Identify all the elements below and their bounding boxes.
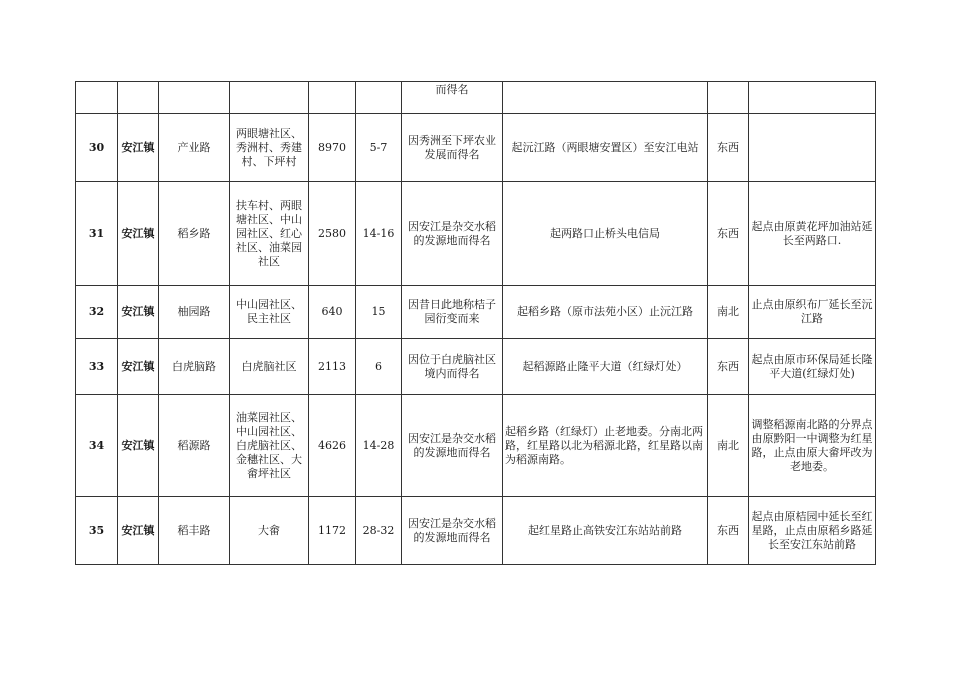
cell-community: 大畲 [230,497,309,565]
cell-community: 油菜园社区、中山园社区、白虎脑社区、金穗社区、大畲坪社区 [230,395,309,497]
cell-width: 15 [356,286,402,339]
cell-length: 640 [309,286,356,339]
cell-community: 两眼塘社区、秀洲村、秀建村、下坪村 [230,114,309,182]
cell-no: 33 [76,339,118,395]
table-row [76,497,876,565]
cell-direction: 东西 [708,114,749,182]
cell-start-end [503,82,708,114]
cell-width [356,82,402,114]
cell-note: 调整稻源南北路的分界点由原黔阳一中调整为红星路，止点由原大畲坪改为老地委。 [749,395,876,497]
cell-origin: 因安江是杂交水稻的发源地而得名 [402,182,503,286]
cell-origin: 而得名 [402,82,503,114]
cell-origin: 因位于白虎脑社区 境内而得名 [402,339,503,395]
cell-road: 稻源路 [159,395,230,497]
cell-start-end: 起沅江路（两眼塘安置区）至安江电站 [503,114,708,182]
cell-note: 起点由原市环保局延长隆平大道(红绿灯处) [749,339,876,395]
cell-road: 柚园路 [159,286,230,339]
cell-no: 31 [76,182,118,286]
cell-community [230,82,309,114]
cell-direction: 东西 [708,497,749,565]
cell-start-end: 起红星路止高铁安江东站站前路 [503,497,708,565]
cell-town: 安江镇 [118,182,159,286]
table-row [76,339,876,395]
cell-width: 5-7 [356,114,402,182]
cell-no: 32 [76,286,118,339]
cell-direction: 南北 [708,286,749,339]
cell-start-end: 起两路口止桥头电信局 [503,182,708,286]
cell-road [159,82,230,114]
cell-no [76,82,118,114]
cell-start-end: 起稻源路止隆平大道（红绿灯处） [503,339,708,395]
cell-note: 起点由原黄花坪加油站延长至两路口. [749,182,876,286]
cell-no: 35 [76,497,118,565]
cell-direction: 南北 [708,395,749,497]
cell-note: 起点由原桔园中延长至红星路，止点由原稻乡路延长至安江东站前路 [749,497,876,565]
cell-origin: 因安江是杂交水稻的发源地而得名 [402,395,503,497]
cell-community: 中山园社区、民主社区 [230,286,309,339]
cell-town: 安江镇 [118,497,159,565]
cell-town: 安江镇 [118,395,159,497]
cell-start-end: 起稻乡路（原市法苑小区）止沅江路 [503,286,708,339]
cell-length: 4626 [309,395,356,497]
cell-length [309,82,356,114]
table-row [76,114,876,182]
table-row-continuation [76,82,876,114]
table-row [76,182,876,286]
cell-direction: 东西 [708,182,749,286]
cell-length: 1172 [309,497,356,565]
cell-origin: 因秀洲至下坪农业发展而得名 [402,114,503,182]
cell-no: 34 [76,395,118,497]
cell-start-end: 起稻乡路（红绿灯）止老地委。分南北两路，红星路以北为稻源北路，红星路以南为稻源南路。 [503,395,708,497]
cell-width: 14-28 [356,395,402,497]
cell-length: 8970 [309,114,356,182]
cell-length: 2113 [309,339,356,395]
table-row [76,395,876,497]
cell-town: 安江镇 [118,114,159,182]
cell-width: 14-16 [356,182,402,286]
table-row [76,286,876,339]
cell-width: 6 [356,339,402,395]
cell-town: 安江镇 [118,286,159,339]
cell-note [749,114,876,182]
cell-no: 30 [76,114,118,182]
cell-road: 稻丰路 [159,497,230,565]
cell-road: 白虎脑路 [159,339,230,395]
cell-town: 安江镇 [118,339,159,395]
cell-direction: 东西 [708,339,749,395]
cell-community: 白虎脑社区 [230,339,309,395]
cell-community: 扶车村、两眼塘社区、中山园社区、红心社区、油菜园社区 [230,182,309,286]
cell-road: 产业路 [159,114,230,182]
cell-town [118,82,159,114]
cell-note: 止点由原织布厂延长至沅江路 [749,286,876,339]
cell-origin: 因昔日此地称桔子园衍变而来 [402,286,503,339]
cell-length: 2580 [309,182,356,286]
cell-origin: 因安江是杂交水稻的发源地而得名 [402,497,503,565]
cell-note [749,82,876,114]
cell-width: 28-32 [356,497,402,565]
cell-direction [708,82,749,114]
road-naming-table [75,81,876,565]
cell-road: 稻乡路 [159,182,230,286]
